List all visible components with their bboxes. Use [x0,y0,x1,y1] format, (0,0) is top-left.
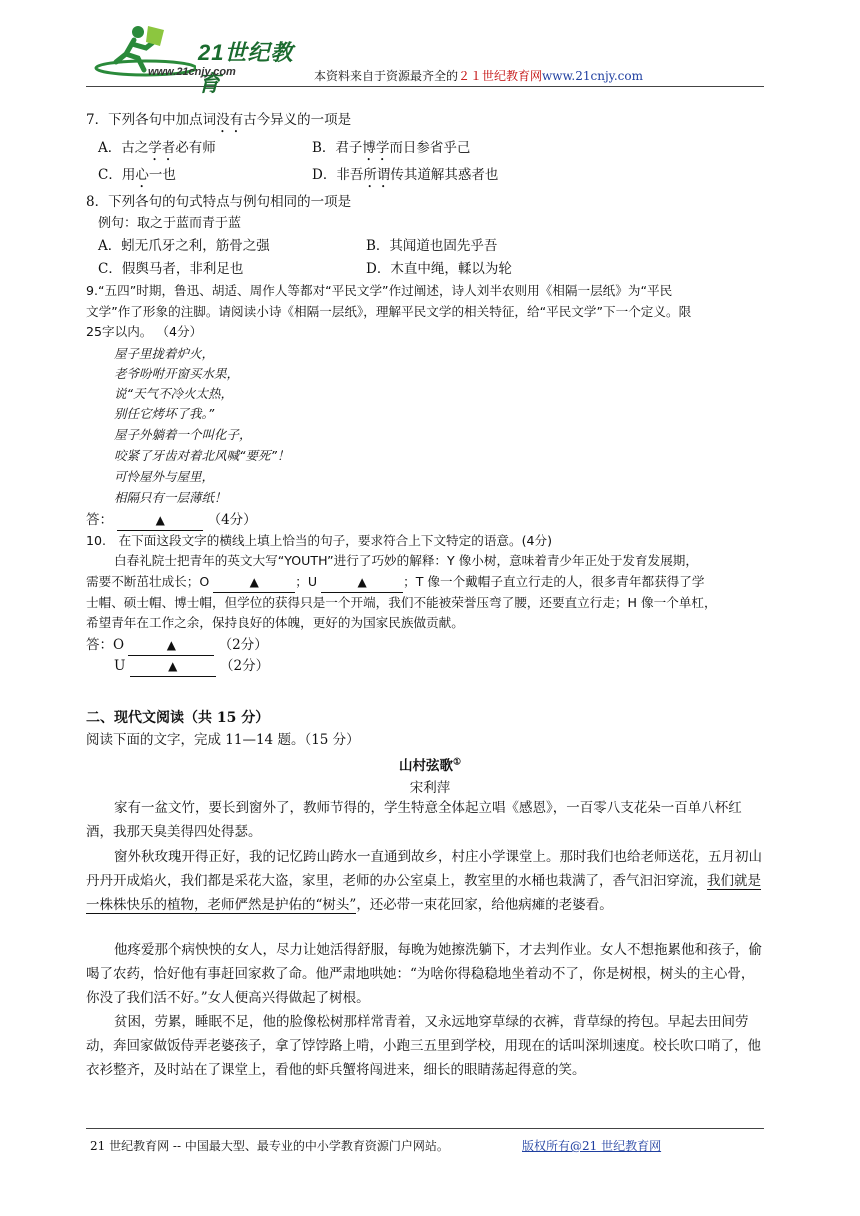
article-title [0,754,860,774]
triangle-icon: ▲ [357,575,367,589]
q8-option-a: A．蚓无爪牙之利，筋骨之强 [98,238,270,254]
q10-p2b: ；U [295,574,318,589]
article-title-text: 山村弦歌 [398,758,453,774]
q8-option-c: C．假舆马者，非利足也 [98,261,244,277]
q7-option-c [98,165,176,191]
section-2-instruction: 阅读下面的文字，完成 11—14 题。（15 分） [86,732,360,748]
q7-stem-a: 7．下列各句中加点词 [86,112,217,128]
q9-score: （4分） [207,512,257,528]
poem-line-2: 老爷吩咐开窗买水果， [114,366,240,381]
q10-para-4: 希望青年在工作之余，保持良好的体魄，更好的为国家民族做贡献。 [86,615,464,630]
q10-o-inline-blank[interactable] [213,572,295,593]
q8-option-d: D．木直中绳，輮以为轮 [366,261,512,277]
q7-option-a [98,138,216,164]
q10-para-2 [86,572,704,593]
q7-a-pre: A．古之 [98,140,149,156]
q7-b-dot: 博学 [362,140,390,156]
q9-answer-blank[interactable] [117,510,203,531]
q10-o-answer-blank[interactable] [128,635,214,656]
q8-example: 例句：取之于蓝而青于蓝 [98,216,242,231]
q10-o-score: （2分） [218,637,268,653]
q7-b-post: 而日参省乎己 [389,140,471,156]
q7-d-post: 传其道解其惑者也 [390,167,499,183]
footer-copyright-link[interactable]: 版权所有@21 世纪教育网 [522,1139,662,1153]
q7-d-dot: 所谓 [363,167,391,183]
page-header [86,22,764,96]
triangle-icon: ▲ [166,638,176,652]
q7-stem-dotted: 没有 [216,112,244,128]
q7-b-pre: B．君子 [312,140,363,156]
q10-u-answer-blank[interactable] [130,656,216,677]
article-author: 宋利萍 [409,780,451,796]
triangle-icon: ▲ [155,513,165,527]
page-footer [86,1128,764,1153]
header-note-url[interactable]: www.21cnjy.com [542,69,643,83]
q10-u-inline-blank[interactable] [321,572,403,593]
q7-option-b [312,138,470,164]
triangle-icon: ▲ [168,659,178,673]
q7-a-dot: 学者 [148,140,176,156]
header-note [314,67,643,84]
poem-line-7: 可怜屋外与屋里， [114,469,215,484]
q8-option-b: B．其闻道也固先乎吾 [366,238,498,254]
q10-stem: 10. 在下面这段文字的横线上填上恰当的句子，要求符合上下文特定的语意。(4分) [86,533,553,548]
q10-o-label: O [113,637,125,653]
q9-answer-label: 答： [86,512,113,528]
q9-line-2: 文学”作了形象的注脚。请阅读小诗《相隔一层纸》，理解平民文学的相关特征，给“平民文学”下一个定义。限 [86,304,692,319]
q9-answer [86,510,257,531]
q10-u-label: U [114,658,126,674]
site-logo [86,22,296,96]
q7-a-post: 必有师 [175,140,216,156]
para-2-b: ，还必带一束花回家，给他病瘫的老婆看。 [356,897,613,913]
q10-answer-label: 答： [86,637,113,653]
q7-c-post: 一也 [148,167,176,183]
q7-d-pre: D．非吾 [312,167,364,183]
q9-line-3: 25字以内。 （4分） [86,324,203,339]
q10-p2c: ；T 像一个戴帽子直立行走的人，很多青年都获得了学 [403,574,705,589]
q7-stem [86,110,351,136]
poem-line-8: 相隔只有一层薄纸！ [114,490,227,505]
para-2-underlined: 我们就是一株株快乐的植物，老师俨然是护佑的“树头” [86,873,761,913]
poem-line-5: 屋子外躺着一个叫化子， [114,427,252,442]
q10-u-score: （2分） [219,658,270,674]
header-note-site[interactable]: ２１世纪教育网 [458,69,543,83]
poem-line-6: 咬紧了牙齿对着北风喊“要死”！ [114,448,290,463]
q10-answer-o [86,635,268,656]
q10-answer-u [114,656,269,677]
q10-para-1: 白春礼院士把青年的英文大写“YOUTH”进行了巧妙的解释：Y 像小树，意味着青少年正处于发育发展期， [114,553,698,568]
q7-c-pre: C．用 [98,167,136,183]
header-note-prefix: 本资料来自于资源最齐全的 [314,69,459,83]
para-2-a: 窗外秋玫瑰开得正好，我的记忆跨山跨水一直通到故乡，村庄小学课堂上。那时我们也给老师送花，五月初山丹丹开成焰火，我们都是采花大盗，家里，老师的办公室桌上，教室里的水桶也栽满了，香气汩汩穿流， [86,849,762,889]
poem-line-3: 说“天气不冷火太热， [114,386,233,401]
q9-line-1: 9.“五四”时期，鲁迅、胡适、周作人等都对“平民文学”作过阐述，诗人刘半农则用《相隔一层纸》为“平民 [86,283,673,298]
article-para-3: 他疼爱那个病怏怏的女人，尽力让她活得舒服，每晚为她擦洗躺下，才去判作业。女人不想拖累他和孩子，偷喝了农药，恰好他有事赶回家救了命。他严肃地哄她：“为啥你得稳稳地坐着动不了，你是树根，树头的主心骨，你没了我们活不好。”女人便高兴得做起了树根。 [86,942,762,1006]
article-para-1: 家有一盆文竹，要长到窗外了，教师节得的，学生特意全体起立唱《感恩》，一百零八支花朵一百单八杯红酒，我那天臭美得四处得瑟。 [86,800,742,840]
article-para-2 [86,845,766,917]
footnote-mark: ① [452,757,462,768]
q7-c-dot: 心 [135,167,149,183]
triangle-icon: ▲ [249,575,259,589]
q7-stem-b: 古今异义的一项是 [243,112,352,128]
logo-title: 21世纪教育 [198,40,294,96]
footer-text: 21 世纪教育网 -- 中国最大型、最专业的中小学教育资源门户网站。 [90,1139,449,1153]
logo-url: www.21cnjy.com [148,66,236,78]
section-2-title: 二、现代文阅读（共 15 分） [86,710,270,726]
q10-para-3: 士帽、硕士帽、博士帽，但学位的获得只是一个开端，我们不能被荣誉压弯了腰，还要直立行走；H 像一个单杠， [86,595,717,610]
q7-option-d [312,165,498,191]
poem-line-1: 屋子里拢着炉火， [114,346,215,361]
article-para-4: 贫困，劳累，睡眠不足，他的脸像松树那样常青着，又永远地穿草绿的衣裤，背草绿的挎包。早起去田间劳动，奔回家做饭侍弄老婆孩子，拿了饽饽路上啃，小跑三五里到学校，用现在的话叫深圳速度。校长吹口哨了，他衣衫整齐，及时站在了课堂上，看他的虾兵蟹将闯进来，细长的眼睛荡起得意的笑。 [86,1014,761,1078]
q8-stem: 8．下列各句的句式特点与例句相同的一项是 [86,194,352,210]
q10-p2a: 需要不断茁壮成长；O [86,574,210,589]
poem-line-4: 别任它烤坏了我。” [114,406,215,421]
